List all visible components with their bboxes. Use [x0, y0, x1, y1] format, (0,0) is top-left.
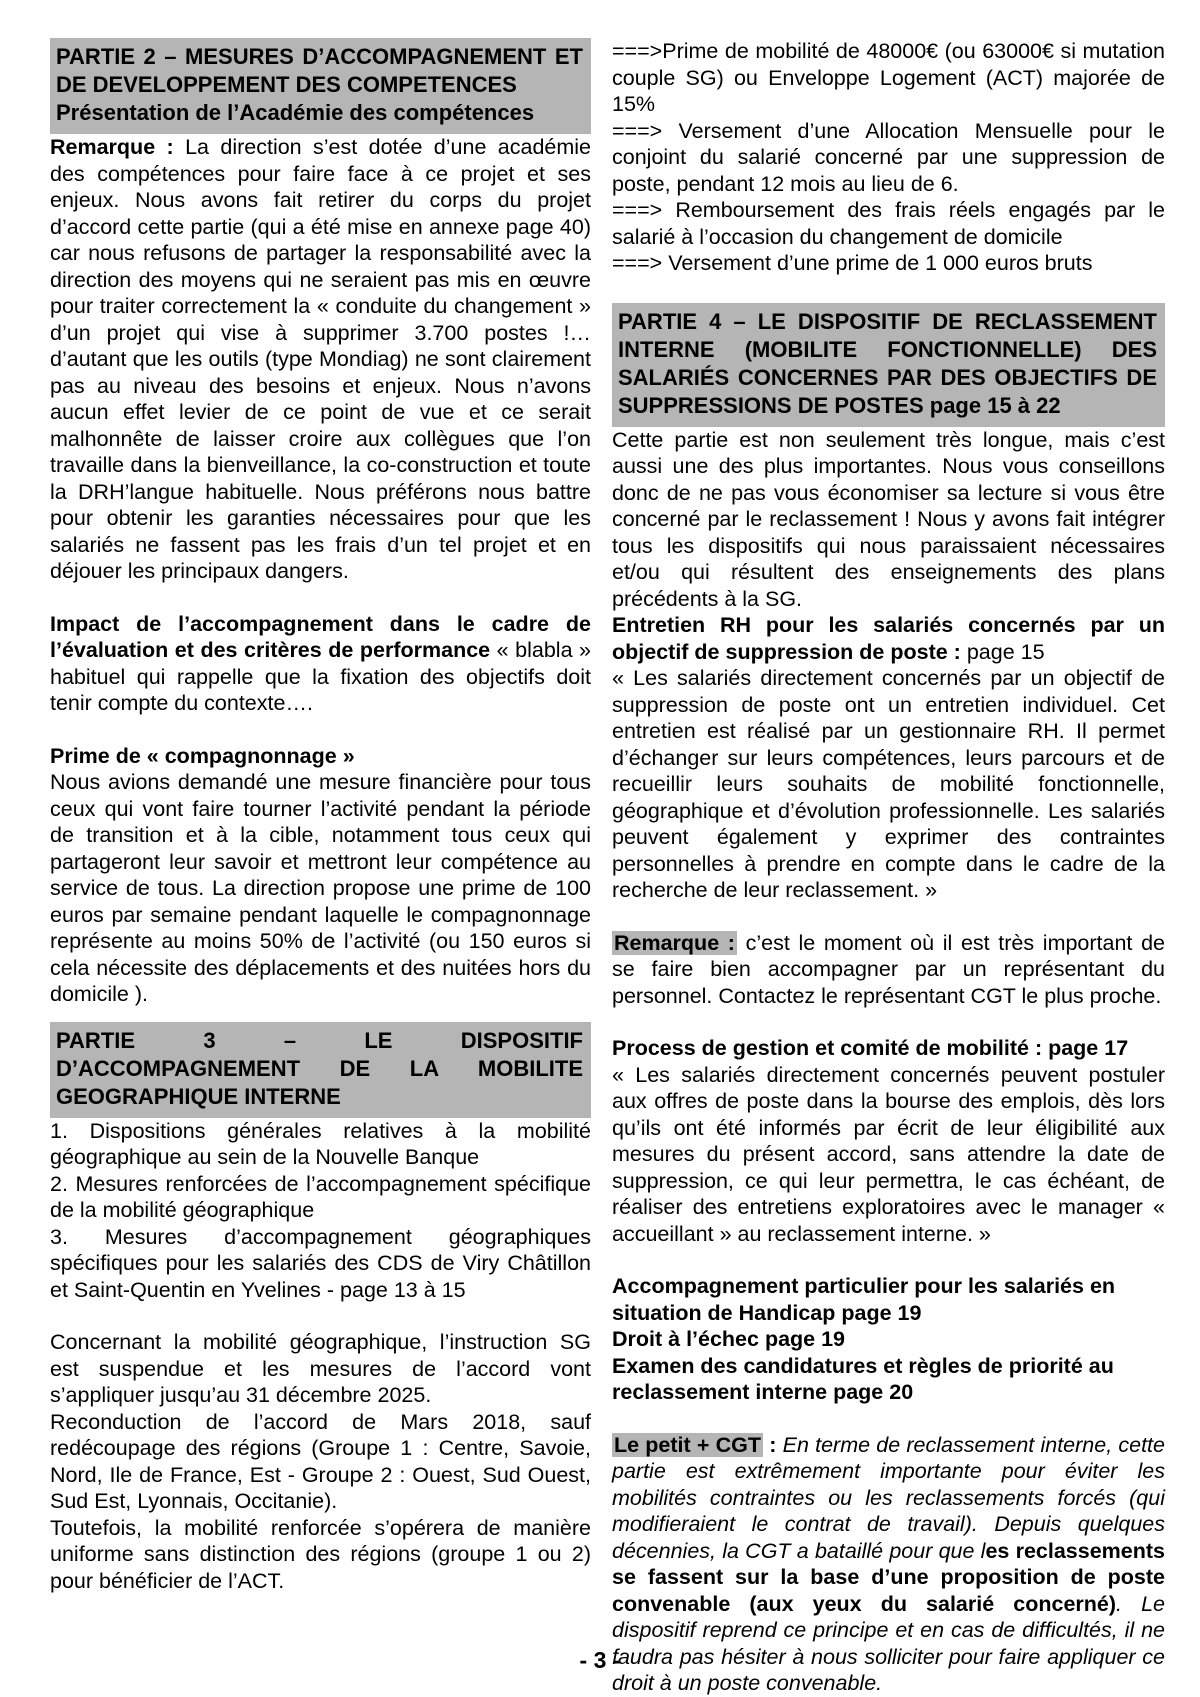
petit-cgt-separator: :: [763, 1432, 783, 1457]
partie4-header-box: [612, 303, 1165, 427]
petit-cgt-bold: es reclassements se fassent sur la base d’une proposition de poste convenable (aux yeux du salarié concerné): [612, 1538, 1165, 1616]
prime-heading: Prime de « compagnonnage »: [50, 743, 355, 768]
partie3-item-1: 1. Dispositions générales relatives à la mobilité géographique au sein de la Nouvelle Banque: [50, 1118, 591, 1169]
partie3-header-box: [50, 1022, 591, 1118]
petit-cgt-label: Le petit + CGT: [614, 1432, 762, 1457]
process-heading: Process de gestion et comité de mobilité : page 17: [612, 1036, 1129, 1060]
prime-paragraph: Nous avions demandé une mesure financière pour tous ceux qui vont faire tourner l’activité pendant la période de transition et à la cible, notamment tous ceux qui partageront leur savoir et mettront leur compétence au service de tous. La direction propose une prime de 100 euros par semaine pendant laquelle le compagnonnage représente au moins 50% de l’activité (ou 150 euros si cela nécessite des déplacements et des nuitées hors du domicile ).: [50, 770, 591, 1006]
entretien-quote: « Les salariés directement concernés par un objectif de suppression de poste ont un entretien individuel. Cet entretien est réalisé par un gestionnaire RH. Il permet d’échanger sur leurs compétences, leurs parcours et de recueillir leurs souhaits de mobilité fonctionnelle, géographique et d’évolution professionnelle. Les salariés peuvent également y exprimer des contraintes personnelles à prendre en compte dans le cadre de la recherche de leur reclassement. »: [612, 666, 1165, 902]
ref-handicap: Accompagnement particulier pour les salariés en situation de Handicap page 19: [612, 1274, 1116, 1325]
impact-paragraph: [50, 611, 591, 717]
right-column: [612, 38, 1165, 1697]
page-number: - 3 -: [579, 1647, 621, 1673]
impact-text: « blabla » habituel qui rappelle que la fixation des objectifs doit tenir compte du contexte….: [50, 638, 592, 715]
mobilite-paragraph-2: Reconduction de l’accord de Mars 2018, sauf redécoupage des régions (Groupe 1 : Centre, Savoie, Nord, Ile de France, Est - Groupe 2 : Ouest, Sud Ouest, Sud Est, Lyonnais, Occitanie).: [50, 1409, 591, 1513]
ref-droit-echec: Droit à l’échec page 19: [612, 1327, 846, 1351]
remarque2-text: c’est le moment où il est très important de se faire bien accompagner par un représentant du personnel. Contactez le représentant CGT le plus proche.: [612, 930, 1165, 1008]
partie2-title: PARTIE 2 – MESURES D’ACCOMPAGNEMENT ET DE DEVELOPPEMENT DES COMPETENCES: [56, 44, 583, 97]
partie3-item-3: 3. Mesures d’accompagnement géographiques spécifiques pour les salariés des CDS de Viry Châtillon et Saint-Quentin en Yvelines - page 13 à 15: [50, 1224, 591, 1302]
mobilite-paragraph-1: Concernant la mobilité géographique, l’instruction SG est suspendue et les mesures de l’accord vont s’appliquer jusqu’au 31 décembre 2025.: [50, 1330, 591, 1407]
remarque-paragraph: [50, 134, 591, 585]
partie4-intro-paragraph: Cette partie est non seulement très longue, mais c’est aussi une des plus importantes. Nous vous conseillons donc de ne pas vous économiser sa lecture si vous être concerné par le reclassement ! Nous y avons fait intégrer tous les dispositifs qui nous paraissaient nécessaires et/ou qui résultent des enseignements des plans précédents à la SG.: [612, 427, 1165, 611]
remarque-text: La direction s’est dotée d’une académie des compétences pour faire face à ce projet et ses enjeux. Nous avons fait retirer du corps du projet d’accord cette partie (qui a été mise en annexe page 40) car nous refusons de partager la responsabilité avec la direction des moyens qui ne seraient pas mis en œuvre pour traiter correctement la « conduite du changement » d’un projet qui vise à supprimer 3.700 postes !… d’autant que les outils (type Mondiag) ne sont clairement pas au niveau des besoins et enjeux. Nous n’avons aucun effet levier de ce point de vue et ce serait malhonnête de laisser croire aux collègues que l’on travaille dans la bienveillance, la co-construction et toute la DRH’langue habituelle. Nous préférons nous battre pour obtenir les garanties nécessaires pour que les salariés ne fassent pas les frais d’un tel projet et en déjouer les principaux dangers.: [50, 135, 591, 583]
partie2-header-box: [50, 38, 591, 134]
mobilite-paragraph-3: Toutefois, la mobilité renforcée s’opérera de manière uniforme sans distinction des régions (groupe 1 ou 2) pour bénéficier de l’ACT.: [50, 1515, 591, 1593]
entretien-page-ref: page 15: [960, 639, 1045, 664]
ref-examen-candidatures: Examen des candidatures et règles de priorité au reclassement interne page 20: [612, 1353, 1114, 1404]
partie2-subtitle: Présentation de l’Académie des compétences: [56, 100, 535, 125]
entretien-heading: Entretien RH pour les salariés concernés par un objectif de suppression de poste :: [612, 613, 1165, 664]
remarque2-paragraph: [612, 930, 1165, 1010]
partie4-title-line: [618, 308, 1157, 420]
arrow-item-1: ===>Prime de mobilité de 48000€ (ou 63000€ si mutation couple SG) ou Enveloppe Logement (ACT) majorée de 15%: [612, 39, 1165, 116]
remarque2-label: Remarque :: [614, 930, 735, 955]
partie4-page-ref: page 15 à 22: [923, 392, 1061, 418]
entretien-paragraph: [612, 612, 1165, 665]
arrow-item-4: ===> Versement d’une prime de 1 000 euros bruts: [612, 251, 1093, 275]
petit-cgt-italic-1: En terme de reclassement interne, cette partie est extrêmement importante pour éviter les mobilités contraintes ou les reclassements forcés (qui modifieraient le contrat de travail). Depuis quelques décennies, la CGT a bataillé pour que l: [612, 1432, 1165, 1563]
left-column: [50, 38, 591, 1594]
arrow-item-3: ===> Remboursement des frais réels engagés par le salarié à l’occasion du changement de domicile: [612, 198, 1165, 249]
partie3-item-2: 2. Mesures renforcées de l’accompagnement spécifique de la mobilité géographique: [50, 1171, 591, 1222]
partie3-title: PARTIE 3 – LE DISPOSITIF D’ACCOMPAGNEMENT DE LA MOBILITE GEOGRAPHIQUE INTERNE: [56, 1027, 583, 1109]
process-quote: « Les salariés directement concernés peuvent postuler aux offres de poste dans la bourse des emplois, dès lors qu’ils ont été informés par écrit de leur éligibilité aux mesures du présent accord, sans attendre la date de suppression, ce qui leur permettra, le cas échéant, de réaliser des entretiens exploratoires avec le manager « accueillant » au reclassement interne. »: [612, 1062, 1165, 1246]
petit-cgt-italic-2: . Le dispositif reprend ce principe et en cas de difficultés, il ne faudra pas hésiter à nous solliciter pour faire appliquer ce droit à un poste convenable.: [612, 1591, 1165, 1695]
remarque-label: Remarque :: [50, 135, 174, 159]
impact-heading: Impact de l’accompagnement dans le cadre de l’évaluation et des critères de performance: [50, 611, 591, 662]
partie4-title: PARTIE 4 – LE DISPOSITIF DE RECLASSEMENT INTERNE (MOBILITE FONCTIONNELLE) DES SALARIÉS CONCERNES PAR DES OBJECTIFS DE SUPPRESSIONS DE POSTES: [618, 308, 1157, 418]
arrow-item-2: ===> Versement d’une Allocation Mensuelle pour le conjoint du salarié concerné par une suppression de poste, pendant 12 mois au lieu de 6.: [612, 118, 1165, 196]
